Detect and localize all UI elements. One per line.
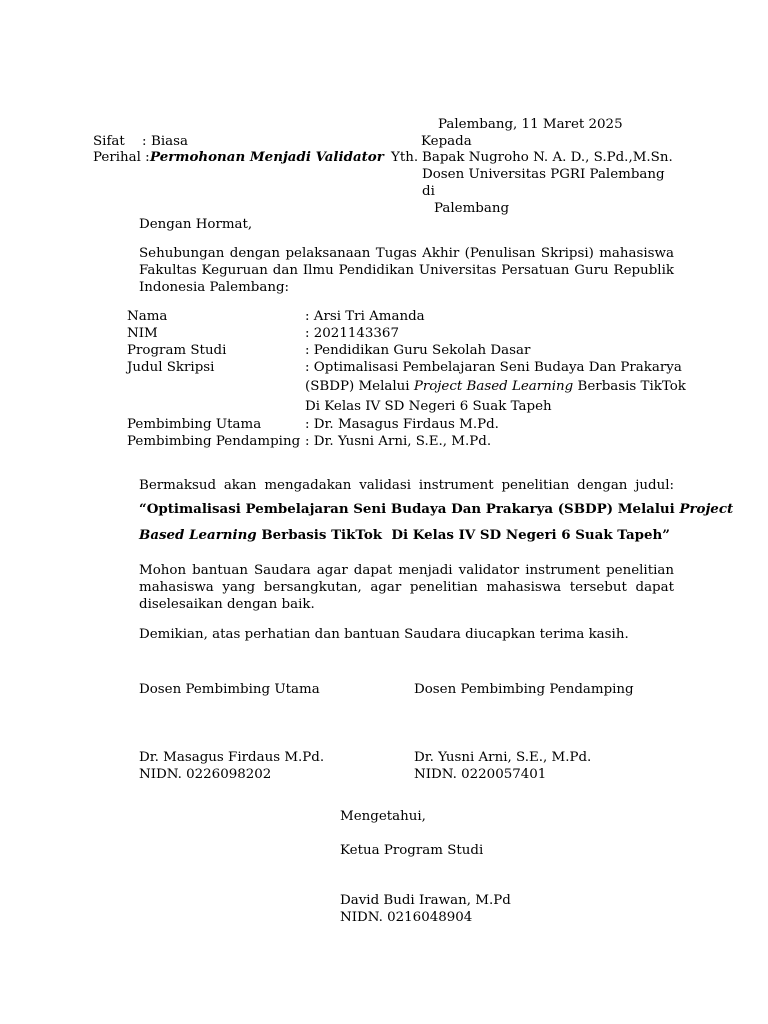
purpose-text: Bermaksud akan mengadakan validasi instrument penelitian dengan judul: (139, 478, 674, 493)
recipient-city: Palembang (434, 201, 510, 216)
nim-label: NIM (127, 326, 158, 341)
yth: Yth. (391, 150, 419, 165)
pembimbing-pendamping-label: Pembimbing Pendamping (127, 434, 301, 449)
nama-value: : Arsi Tri Amanda (305, 309, 425, 324)
judul-line-2c: Berbasis TikTok (573, 379, 686, 394)
prodi-label: Program Studi (127, 343, 227, 358)
prodi-value: : Pendidikan Guru Sekolah Dasar (305, 343, 531, 358)
pembimbing-pendamping-value: : Dr. Yusni Arni, S.E., M.Pd. (305, 434, 492, 449)
recipient-di: di (422, 184, 435, 199)
nama-label: Nama (127, 309, 168, 324)
perihal-label: Perihal : (93, 150, 150, 165)
right-signatory-title: Dosen Pembimbing Pendamping (414, 682, 634, 697)
place-date: Palembang, 11 Maret 2025 (438, 117, 623, 132)
left-signatory-title: Dosen Pembimbing Utama (139, 682, 320, 697)
recipient-name: Bapak Nugroho N. A. D., S.Pd.,M.Sn. (422, 150, 673, 165)
kepada: Kepada (421, 134, 472, 149)
nim-value: : 2021143367 (305, 326, 399, 341)
research-title-1a: “Optimalisasi Pembelajaran Seni Budaya Dan Prakarya (SBDP) Melalui (139, 501, 680, 517)
research-title-1b: Project (679, 501, 734, 517)
left-signatory-nidn: NIDN. 0226098202 (139, 767, 272, 782)
sifat-separator: : (142, 134, 147, 149)
perihal-value: Permohonan Menjadi Validator (150, 149, 384, 165)
research-title-line-2 (139, 527, 670, 544)
sifat-label: Sifat (93, 134, 125, 149)
closing-text: Demikian, atas perhatian dan bantuan Saudara diucapkan terima kasih. (139, 627, 629, 642)
research-title-line-1 (139, 501, 734, 518)
judul-line-2 (305, 378, 686, 395)
right-signatory-name: Dr. Yusni Arni, S.E., M.Pd. (414, 750, 592, 765)
head-signatory-nidn: NIDN. 0216048904 (340, 910, 473, 925)
left-signatory-name: Dr. Masagus Firdaus M.Pd. (139, 750, 325, 765)
greeting: Dengan Hormat, (139, 217, 253, 232)
head-signatory-title: Ketua Program Studi (340, 843, 484, 858)
judul-line-2a: (SBDP) Melalui (305, 379, 414, 394)
judul-line-3: Di Kelas IV SD Negeri 6 Suak Tapeh (305, 399, 552, 414)
judul-label: Judul Skripsi (127, 360, 215, 375)
acknowledge-text: Mengetahui, (340, 809, 426, 824)
sifat-value: Biasa (151, 134, 188, 149)
right-signatory-nidn: NIDN. 0220057401 (414, 767, 547, 782)
head-signatory-name: David Budi Irawan, M.Pd (340, 893, 511, 908)
pembimbing-utama-value: : Dr. Masagus Firdaus M.Pd. (305, 417, 499, 432)
intro-paragraph: Sehubungan dengan pelaksanaan Tugas Akhir (Penulisan Skripsi) mahasiswa Fakultas Keguruan dan Ilmu Pendidikan Universitas Persatuan Guru Republik Indonesia Palembang: (139, 246, 674, 295)
request-paragraph: Mohon bantuan Saudara agar dapat menjadi validator instrument penelitian mahasiswa yang bersangkutan, agar penelitian mahasiswa tersebut dapat diselesaikan dengan baik. (139, 563, 674, 612)
research-title-2a: Based Learning (139, 527, 257, 543)
judul-line-2b: Project Based Learning (413, 379, 574, 394)
pembimbing-utama-label: Pembimbing Utama (127, 417, 262, 432)
judul-line-1: : Optimalisasi Pembelajaran Seni Budaya Dan Prakarya (305, 360, 682, 375)
recipient-position: Dosen Universitas PGRI Palembang (422, 167, 665, 182)
research-title-2b: Berbasis TikTok Di Kelas IV SD Negeri 6 Suak Tapeh” (256, 527, 670, 543)
